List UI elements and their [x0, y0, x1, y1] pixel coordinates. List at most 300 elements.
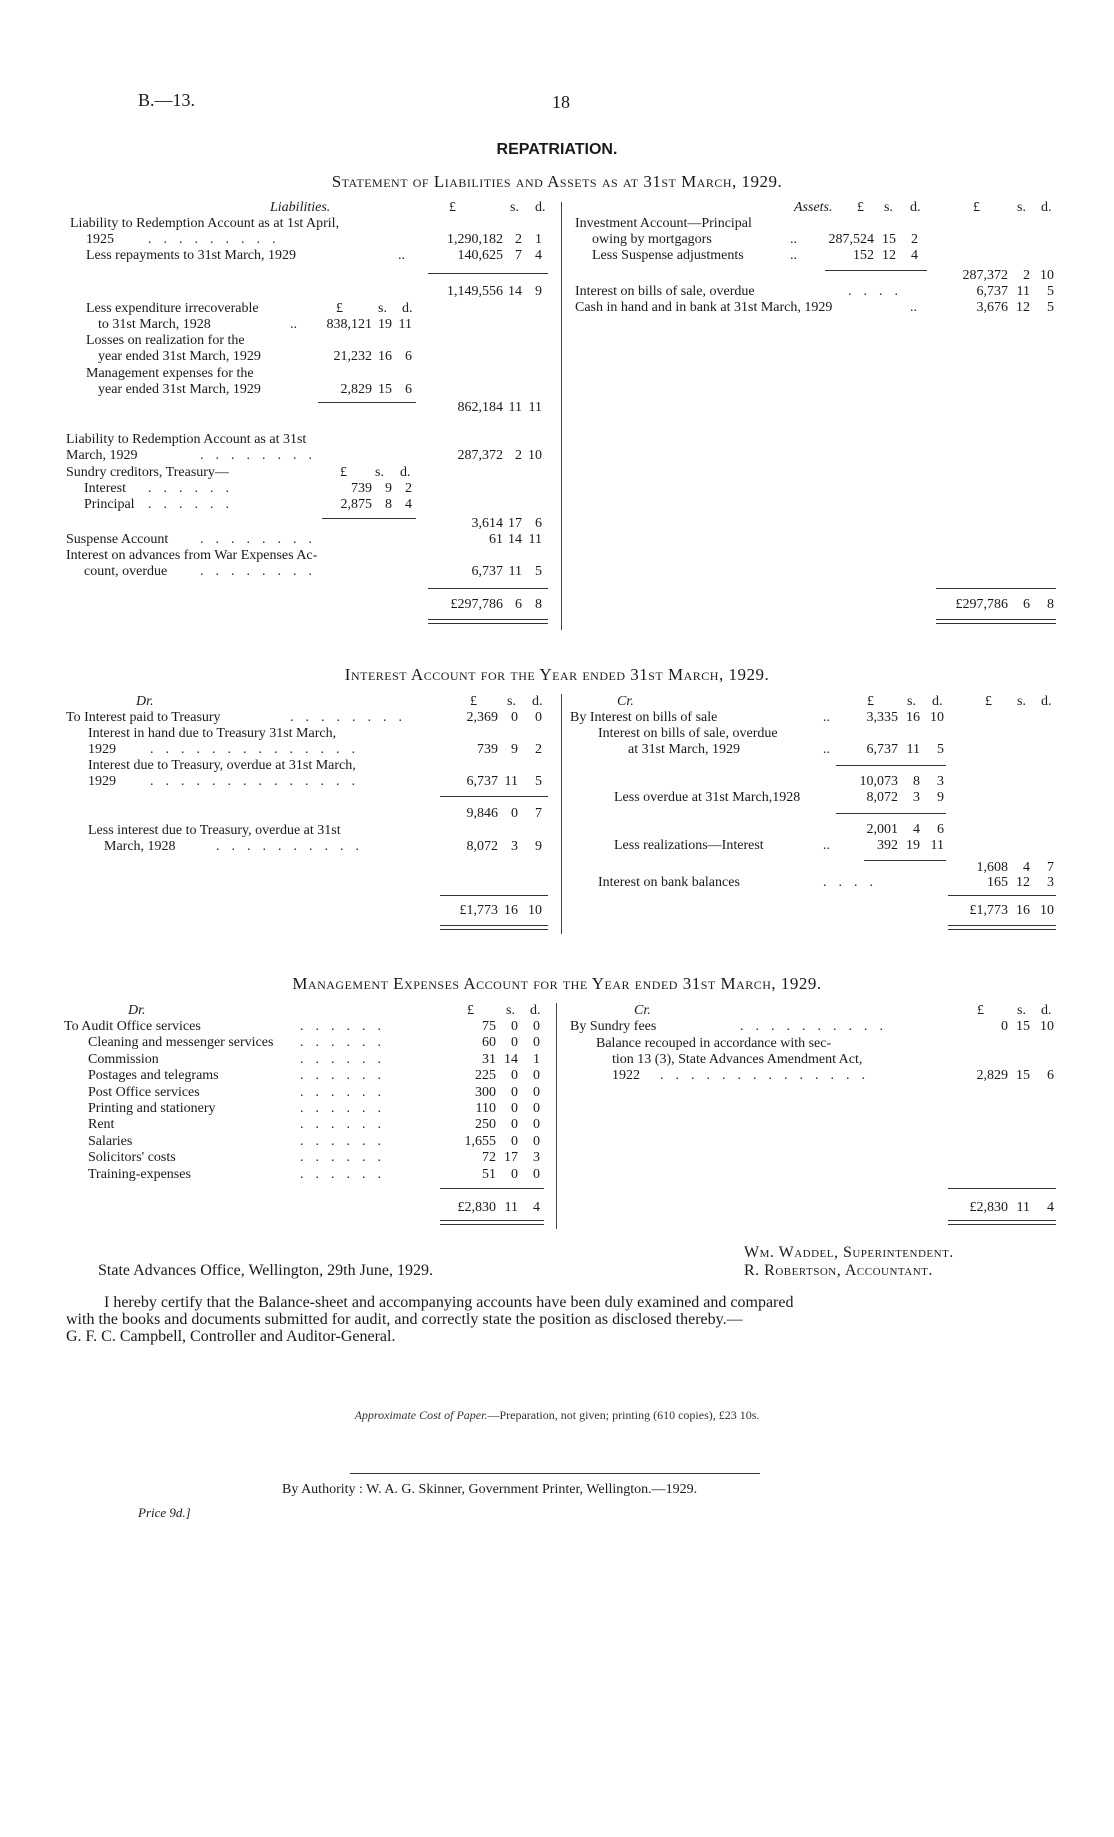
sundry-col-s: s.: [375, 465, 384, 480]
expenditure-irrecoverable-d: 11: [398, 317, 412, 332]
price: Price 9d.]: [138, 1505, 191, 1520]
cash-in-hand-amount: 3,676: [976, 300, 1008, 315]
interest-bills-overdue-amount: 6,737: [976, 284, 1008, 299]
interest-bank-balances-amount: 165: [987, 875, 1008, 890]
interest-cr-subtotal-s: 8: [913, 774, 920, 789]
less-repayments-s: 7: [515, 248, 522, 263]
expense-row-label: Commission: [88, 1052, 159, 1067]
dot-leader: ......: [300, 1167, 393, 1182]
interest-cr-net-amount: 2,001: [866, 822, 898, 837]
management-dr-col-s: s.: [506, 1003, 515, 1018]
interest-bills-overdue-d: 5: [1047, 284, 1054, 299]
signature-superintendent: Wm. Waddel, Superintendent.: [744, 1244, 954, 1261]
authority-line: [282, 1482, 697, 1498]
interest-cr-col2-s: s.: [1017, 694, 1026, 709]
dot-leader: ......: [300, 1101, 393, 1116]
interest-paid-treasury-label: To Interest paid to Treasury: [66, 710, 221, 725]
interest-overdue-1929-amount: 6,737: [466, 774, 498, 789]
balance-recouped-b: tion 13 (3), State Advances Amendment Act,: [612, 1052, 863, 1067]
rule: [864, 860, 946, 861]
less-interest-overdue-1928-amount: 8,072: [466, 839, 498, 854]
less-repayments-label: Less repayments to 31st March, 1929: [86, 248, 296, 263]
interest-cr-col1-d: d.: [932, 694, 943, 709]
interest-overdue-1929-a: Interest due to Treasury, overdue at 31st March,: [88, 758, 356, 773]
double-rule: [948, 1220, 1056, 1225]
expense-row-s: 0: [511, 1068, 518, 1083]
expense-row-label: Cleaning and messenger services: [88, 1035, 274, 1050]
liability-redemption-1929-amount: 287,372: [457, 448, 503, 463]
balance-recouped-c: 1922: [612, 1068, 640, 1083]
management-expenses-a: Management expenses for the: [86, 366, 254, 381]
war-expenses-interest-s: 11: [508, 564, 522, 579]
interest-bills-overdue-a: Interest on bills of sale, overdue: [598, 726, 778, 741]
assets-col1-d: d.: [910, 200, 921, 215]
interest-cr-balance-d: 7: [1047, 860, 1054, 875]
signature-accountant: R. Robertson, Accountant.: [744, 1262, 933, 1279]
less-interest-overdue-1928-s: 3: [511, 839, 518, 854]
interest-cr-col1-pound: £: [867, 694, 874, 709]
management-dr-total-d: 4: [533, 1200, 540, 1215]
interest-bank-balances-s: 12: [1016, 875, 1030, 890]
interest-cr-col2-d: d.: [1041, 694, 1052, 709]
assets-col1-pound: £: [857, 200, 864, 215]
liability-net-s: 14: [508, 284, 522, 299]
less-realizations-amount: 392: [877, 838, 898, 853]
investment-net-s: 2: [1023, 268, 1030, 283]
owing-by-mortgagors-s: 15: [882, 232, 896, 247]
expense-row-amount: 250: [475, 1117, 496, 1132]
office-date: State Advances Office, Wellington, 29th June, 1929.: [98, 1262, 433, 1279]
interest-cr-total-s: 16: [1016, 903, 1030, 918]
losses-realization-b: year ended 31st March, 1929: [98, 349, 261, 364]
interest-paid-treasury-s: 0: [511, 710, 518, 725]
interest-in-hand-a: Interest in hand due to Treasury 31st March,: [88, 726, 337, 741]
liability-redemption-1925-amount: 1,290,182: [447, 232, 503, 247]
paper-cost-label: Approximate Cost of Paper.: [354, 1408, 488, 1422]
suspense-account-amount: 61: [489, 532, 503, 547]
expenditure-irrecoverable-b: to 31st March, 1928: [98, 317, 211, 332]
interest-cr-net-d: 6: [937, 822, 944, 837]
sundry-principal-s: 8: [385, 497, 392, 512]
interest-in-hand-d: 2: [535, 742, 542, 757]
management-expenses-b: year ended 31st March, 1929: [98, 382, 261, 397]
sundry-principal-label: Principal: [84, 497, 135, 512]
liability-redemption-1925-a: Liability to Redemption Account as at 1st April,: [70, 216, 340, 231]
expense-row-label: Rent: [88, 1117, 115, 1132]
dot-leader: ........: [200, 532, 324, 547]
page-number: 18: [552, 92, 570, 112]
expense-row-label: Training-expenses: [88, 1167, 191, 1182]
interest-dr-total-amount: £1,773: [459, 903, 498, 918]
expense-row-d: 0: [533, 1085, 540, 1100]
statement-divider: [561, 202, 562, 630]
sundry-fees-d: 10: [1040, 1019, 1054, 1034]
expense-row-s: 0: [511, 1035, 518, 1050]
rule: [936, 588, 1056, 589]
investment-net-d: 10: [1040, 268, 1054, 283]
expense-row-s: 14: [504, 1052, 518, 1067]
interest-bills-overdue-label: Interest on bills of sale, overdue: [575, 284, 755, 299]
expense-row-s: 0: [511, 1167, 518, 1182]
assets-total-s: 6: [1023, 597, 1030, 612]
less-repayments-d: 4: [535, 248, 542, 263]
interest-heading: Interest Account for the Year ended 31st March, 1929.: [344, 665, 770, 684]
liability-redemption-1925-s: 2: [515, 232, 522, 247]
dot-leader: ......: [300, 1085, 393, 1100]
rule: [836, 813, 946, 814]
interest-bills-overdue-s: 11: [1016, 284, 1030, 299]
interest-bills-of-sale-s: 16: [906, 710, 920, 725]
rule: [440, 895, 548, 896]
dot-leader: ......: [300, 1035, 393, 1050]
interest-bills-of-sale-d: 10: [930, 710, 944, 725]
expense-row-s: 17: [504, 1150, 518, 1165]
management-expenses-s: 15: [378, 382, 392, 397]
balance-recouped-s: 15: [1016, 1068, 1030, 1083]
rule: [948, 895, 1056, 896]
interest-cr-col2-pound: £: [985, 694, 992, 709]
management-expenses-amount: 2,829: [340, 382, 372, 397]
dot-leader: ..........: [740, 1019, 895, 1034]
management-dr-col-d: d.: [530, 1003, 541, 1018]
liabilities-total-s: 6: [515, 597, 522, 612]
management-cr-col-d: d.: [1041, 1003, 1052, 1018]
interest-in-hand-amount: 739: [477, 742, 498, 757]
expense-row-d: 0: [533, 1117, 540, 1132]
expense-row-d: 0: [533, 1035, 540, 1050]
less-realizations-s: 19: [906, 838, 920, 853]
expense-row-d: 0: [533, 1019, 540, 1034]
sundry-fees-amount: 0: [1001, 1019, 1008, 1034]
liabilities-col-d: d.: [535, 200, 546, 215]
expenditure-irrecoverable-amount: 838,121: [326, 317, 372, 332]
statement-heading: Statement of Liabilities and Assets as at 31st March, 1929.: [331, 172, 783, 191]
dot-leader: ..: [823, 838, 830, 853]
dot-leader: ........: [200, 448, 324, 463]
management-dr-label: Dr.: [128, 1003, 146, 1018]
suspense-account-label: Suspense Account: [66, 532, 169, 547]
investment-account-label: Investment Account—Principal: [575, 216, 752, 231]
expense-row-amount: 300: [475, 1085, 496, 1100]
owing-by-mortgagors-amount: 287,524: [828, 232, 874, 247]
interest-in-hand-b: 1929: [88, 742, 116, 757]
sub-col-d: d.: [402, 301, 413, 316]
investment-net-amount: 287,372: [962, 268, 1008, 283]
sundry-interest-d: 2: [405, 481, 412, 496]
management-cr-col-pound: £: [977, 1003, 984, 1018]
dot-leader: ..: [790, 232, 797, 247]
management-dr-total-amount: £2,830: [457, 1200, 496, 1215]
expense-row-s: 0: [511, 1117, 518, 1132]
expense-row-d: 0: [533, 1068, 540, 1083]
sundry-total-amount: 3,614: [471, 516, 503, 531]
footer-rule: [350, 1473, 760, 1474]
interest-bank-balances-d: 3: [1047, 875, 1054, 890]
rule: [428, 273, 548, 274]
liability-redemption-1929-d: 10: [528, 448, 542, 463]
interest-bills-overdue-cr-s: 11: [906, 742, 920, 757]
sundry-col-pound: £: [340, 465, 347, 480]
expense-row-s: 0: [511, 1101, 518, 1116]
interest-dr-total-s: 16: [504, 903, 518, 918]
sundry-interest-amount: 739: [351, 481, 372, 496]
suspense-account-s: 14: [508, 532, 522, 547]
authority-label: By Authority :: [282, 1482, 363, 1497]
war-expenses-interest-d: 5: [535, 564, 542, 579]
dot-leader: ......: [300, 1068, 393, 1083]
dot-leader: ..............: [660, 1068, 877, 1083]
expense-row-s: 0: [511, 1134, 518, 1149]
certificate-line-2: with the books and documents submitted for audit, and correctly state the position as disclosed thereby.—: [66, 1311, 743, 1328]
interest-cr-label: Cr.: [617, 694, 634, 709]
cash-in-hand-d: 5: [1047, 300, 1054, 315]
interest-bills-overdue-b: at 31st March, 1929: [628, 742, 740, 757]
balance-recouped-d: 6: [1047, 1068, 1054, 1083]
expense-row-label: Salaries: [88, 1134, 133, 1149]
rule: [825, 270, 927, 271]
expense-row-amount: 225: [475, 1068, 496, 1083]
expense-row-label: To Audit Office services: [64, 1019, 201, 1034]
interest-paid-treasury-d: 0: [535, 710, 542, 725]
interest-overdue-1929-b: 1929: [88, 774, 116, 789]
assets-header: Assets.: [794, 200, 833, 215]
dot-leader: ........: [200, 564, 324, 579]
interest-dr-subtotal-amount: 9,846: [466, 806, 498, 821]
interest-dr-total-d: 10: [528, 903, 542, 918]
dot-leader: ........: [290, 710, 414, 725]
expense-row-amount: 31: [482, 1052, 496, 1067]
expense-row-amount: 1,655: [464, 1134, 496, 1149]
interest-bills-of-sale-label: By Interest on bills of sale: [570, 710, 718, 725]
liability-net-amount: 1,149,556: [447, 284, 503, 299]
expense-row-d: 1: [533, 1052, 540, 1067]
rule: [428, 588, 548, 589]
page-reference: B.—13.: [138, 90, 196, 110]
expense-row-amount: 110: [475, 1101, 496, 1116]
less-interest-overdue-1928-b: March, 1928: [104, 839, 176, 854]
less-suspense-adjustments-amount: 152: [853, 248, 874, 263]
suspense-account-d: 11: [528, 532, 542, 547]
expense-row-d: 0: [533, 1134, 540, 1149]
sundry-total-d: 6: [535, 516, 542, 531]
less-suspense-adjustments-label: Less Suspense adjustments: [592, 248, 744, 263]
double-rule: [440, 1220, 544, 1225]
double-rule: [936, 619, 1056, 624]
management-cr-col-s: s.: [1017, 1003, 1026, 1018]
dot-leader: ......: [300, 1019, 393, 1034]
less-interest-overdue-1928-d: 9: [535, 839, 542, 854]
rule: [948, 1188, 1056, 1189]
liability-redemption-1929-b: March, 1929: [66, 448, 138, 463]
sub-col-pound: £: [336, 301, 343, 316]
losses-realization-s: 16: [378, 349, 392, 364]
expense-row-label: Postages and telegrams: [88, 1068, 219, 1083]
authority-text: W. A. G. Skinner, Government Printer, Wellington.—1929.: [366, 1482, 698, 1497]
less-overdue-1928-label: Less overdue at 31st March,1928: [614, 790, 801, 805]
sundry-interest-s: 9: [385, 481, 392, 496]
losses-realization-d: 6: [405, 349, 412, 364]
sundry-total-s: 17: [508, 516, 522, 531]
expense-row-amount: 75: [482, 1019, 496, 1034]
dot-leader: ..............: [150, 774, 367, 789]
interest-cr-total-d: 10: [1040, 903, 1054, 918]
liability-redemption-1929-a: Liability to Redemption Account as at 31st: [66, 432, 307, 447]
interest-overdue-1929-s: 11: [504, 774, 518, 789]
interest-cr-net-s: 4: [913, 822, 920, 837]
sundry-fees-s: 15: [1016, 1019, 1030, 1034]
balance-recouped-amount: 2,829: [976, 1068, 1008, 1083]
assets-total-amount: £297,786: [955, 597, 1008, 612]
expense-row-amount: 60: [482, 1035, 496, 1050]
management-heading: Management Expenses Account for the Year ended 31st March, 1929.: [292, 974, 822, 993]
expenditure-irrecoverable-a: Less expenditure irrecoverable: [86, 301, 259, 316]
dot-leader: .........: [148, 232, 288, 247]
management-cr-label: Cr.: [634, 1003, 651, 1018]
less-overdue-1928-s: 3: [913, 790, 920, 805]
interest-dr-col-s: s.: [507, 694, 516, 709]
paper-cost-text: —Preparation, not given; printing (610 copies), £23 10s.: [487, 1408, 760, 1422]
expense-row-d: 3: [533, 1150, 540, 1165]
liabilities-header: Liabilities.: [270, 200, 331, 215]
assets-col1-s: s.: [884, 200, 893, 215]
interest-bank-balances-label: Interest on bank balances: [598, 875, 740, 890]
paper-cost-note: [0, 1408, 1114, 1423]
management-expenses-d: 6: [405, 382, 412, 397]
double-rule: [948, 925, 1056, 930]
interest-dr-col-pound: £: [470, 694, 477, 709]
war-expenses-interest-amount: 6,737: [471, 564, 503, 579]
interest-cr-balance-s: 4: [1023, 860, 1030, 875]
less-realizations-d: 11: [930, 838, 944, 853]
interest-bills-overdue-cr-amount: 6,737: [866, 742, 898, 757]
dot-leader: ......: [300, 1052, 393, 1067]
double-rule: [428, 619, 548, 624]
expense-row-label: Post Office services: [88, 1085, 200, 1100]
less-interest-overdue-1928-a: Less interest due to Treasury, overdue at 31st: [88, 823, 341, 838]
dot-leader: ..: [790, 248, 797, 263]
less-realizations-label: Less realizations—Interest: [614, 838, 764, 853]
interest-cr-subtotal-d: 3: [937, 774, 944, 789]
expense-row-d: 0: [533, 1101, 540, 1116]
interest-bills-overdue-cr-d: 5: [937, 742, 944, 757]
interest-cr-balance-amount: 1,608: [976, 860, 1008, 875]
assets-col2-d: d.: [1041, 200, 1052, 215]
liability-redemption-1929-s: 2: [515, 448, 522, 463]
rule: [440, 796, 548, 797]
interest-dr-subtotal-d: 7: [535, 806, 542, 821]
interest-dr-col-d: d.: [532, 694, 543, 709]
interest-paid-treasury-amount: 2,369: [466, 710, 498, 725]
interest-overdue-1929-d: 5: [535, 774, 542, 789]
less-suspense-adjustments-s: 12: [882, 248, 896, 263]
rule: [318, 402, 416, 403]
dot-leader: ......: [148, 481, 241, 496]
dot-leader: ......: [148, 497, 241, 512]
sundry-principal-d: 4: [405, 497, 412, 512]
expense-row-label: Solicitors' costs: [88, 1150, 176, 1165]
expense-row-amount: 51: [482, 1167, 496, 1182]
interest-cr-col1-s: s.: [907, 694, 916, 709]
dot-leader: ......: [300, 1134, 393, 1149]
less-overdue-1928-amount: 8,072: [866, 790, 898, 805]
rule: [836, 765, 946, 766]
liabilities-col-pound: £: [449, 200, 456, 215]
expense-row-label: Printing and stationery: [88, 1101, 216, 1116]
assets-total-d: 8: [1047, 597, 1054, 612]
interest-dr-label: Dr.: [136, 694, 154, 709]
losses-realization-a: Losses on realization for the: [86, 333, 245, 348]
dot-leader: ......: [300, 1117, 393, 1132]
war-expenses-interest-a: Interest on advances from War Expenses Ac-: [66, 548, 318, 563]
less-suspense-adjustments-d: 4: [911, 248, 918, 263]
liabilities-total-amount: £297,786: [450, 597, 503, 612]
dot-leader: ..: [290, 317, 297, 332]
dot-leader: ..: [910, 300, 917, 315]
liabilities-col-s: s.: [510, 200, 519, 215]
less-overdue-1928-d: 9: [937, 790, 944, 805]
dot-leader: ..........: [216, 839, 371, 854]
liability-net-d: 9: [535, 284, 542, 299]
liability-redemption-1925-d: 1: [535, 232, 542, 247]
interest-divider: [561, 694, 562, 934]
management-divider: [556, 1003, 557, 1229]
interest-bills-of-sale-amount: 3,335: [866, 710, 898, 725]
management-dr-total-s: 11: [504, 1200, 518, 1215]
deductions-total-amount: 862,184: [457, 400, 503, 415]
expenditure-irrecoverable-s: 19: [378, 317, 392, 332]
sundry-creditors-label: Sundry creditors, Treasury—: [66, 465, 229, 480]
rule: [440, 1188, 544, 1189]
interest-cr-subtotal-amount: 10,073: [859, 774, 898, 789]
balance-recouped-a: Balance recouped in accordance with sec-: [596, 1036, 832, 1051]
expense-row-d: 0: [533, 1167, 540, 1182]
less-repayments-amount: 140,625: [457, 248, 503, 263]
owing-by-mortgagors-label: owing by mortgagors: [592, 232, 712, 247]
deductions-total-d: 11: [528, 400, 542, 415]
liability-redemption-1925-b: 1925: [86, 232, 114, 247]
owing-by-mortgagors-d: 2: [911, 232, 918, 247]
expense-row-amount: 72: [482, 1150, 496, 1165]
expense-row-s: 0: [511, 1019, 518, 1034]
sub-col-s: s.: [378, 301, 387, 316]
certificate-line-1: I hereby certify that the Balance-sheet and accompanying accounts have been duly examined and compared: [104, 1294, 794, 1311]
dot-leader: ..............: [150, 742, 367, 757]
cash-in-hand-s: 12: [1016, 300, 1030, 315]
dot-leader: ....: [848, 284, 910, 299]
sundry-col-d: d.: [400, 465, 411, 480]
rule: [322, 518, 416, 519]
dot-leader: ..: [398, 248, 405, 263]
cash-in-hand-label: Cash in hand and in bank at 31st March, 1929: [575, 300, 833, 315]
certificate-line-3: G. F. C. Campbell, Controller and Auditor-General.: [66, 1328, 396, 1345]
management-cr-total-amount: £2,830: [969, 1200, 1008, 1215]
management-cr-total-d: 4: [1047, 1200, 1054, 1215]
dot-leader: ..: [823, 742, 830, 757]
war-expenses-interest-b: count, overdue: [84, 564, 168, 579]
interest-dr-subtotal-s: 0: [511, 806, 518, 821]
assets-col2-s: s.: [1017, 200, 1026, 215]
assets-col2-pound: £: [973, 200, 980, 215]
liabilities-total-d: 8: [535, 597, 542, 612]
interest-cr-total-amount: £1,773: [969, 903, 1008, 918]
management-dr-col-pound: £: [467, 1003, 474, 1018]
page-title: REPATRIATION.: [496, 141, 618, 158]
sundry-principal-amount: 2,875: [340, 497, 372, 512]
deductions-total-s: 11: [508, 400, 522, 415]
management-cr-total-s: 11: [1016, 1200, 1030, 1215]
dot-leader: ....: [823, 875, 885, 890]
sundry-fees-label: By Sundry fees: [570, 1019, 657, 1034]
